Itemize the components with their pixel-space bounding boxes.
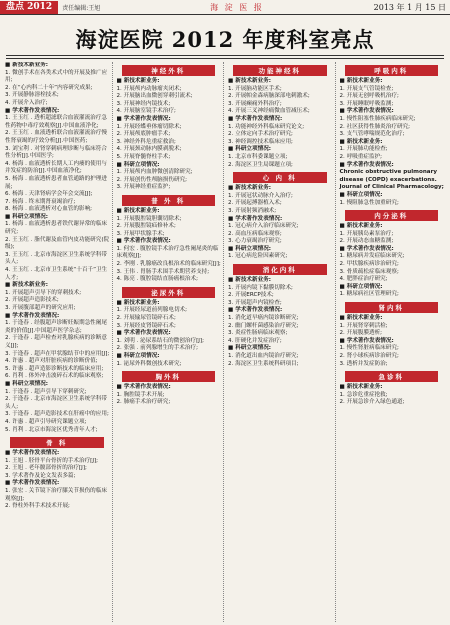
column-3 xyxy=(227,62,336,622)
section-tab: 呼吸内科 xyxy=(345,65,439,76)
editor-credit: 责任编辑:王旭 xyxy=(62,4,101,12)
subsection-heading: ■ 新技术新业务: xyxy=(5,62,49,68)
section-tab: 骨 科 xyxy=(10,437,104,448)
section-tab: 急诊科 xyxy=(345,371,439,382)
list-item: 1. 慢性肾脏病临床研究; xyxy=(339,345,399,352)
list-item: 1. 张宏 . 关节镜下治疗膝关节损伤的临床观察[J]; xyxy=(5,488,107,502)
list-item: 1. 开展内镜下黏膜切除术; xyxy=(228,284,293,291)
list-item: 1. 胸腔镜手术开展; xyxy=(116,391,165,398)
list-item: 1. 于逢春 . 经腹超声诊断妊娠期急性阑尾炎的价值[J].中国超声医学杂志; xyxy=(5,320,107,334)
column-1 xyxy=(4,62,113,622)
list-item: 1. 消化道早癌内镜诊断研究; xyxy=(228,315,299,322)
list-item: 3. 透析并发症防治; xyxy=(339,360,388,367)
list-item: 1. 糖尿病社区管理研究; xyxy=(339,291,399,298)
section-tab: 肾内科 xyxy=(345,302,439,313)
subsection-heading: ■ 新技术新业务: xyxy=(339,78,383,84)
subsection-heading: ■ 新技术新业务: xyxy=(339,138,383,145)
list-item: 2. 开展创伤性颅脑损伤研究; xyxy=(116,176,188,183)
subsection-heading: ■ 学术著作发表情况: xyxy=(5,107,60,114)
subsection-heading: ■ 科研立项情况: xyxy=(228,245,272,252)
list-item: 2. 李刚 . 乳腺癌改良根治术的临床研究[J]; xyxy=(116,261,221,268)
subsection-heading: ■ 科研立项情况: xyxy=(228,345,272,352)
list-item: 2. 张强 . 前列腺增生的手术治疗; xyxy=(116,345,198,352)
subsection-heading: ■ 新技术新业务: xyxy=(339,315,383,322)
list-item: 3. 开展静脉溶栓技术; xyxy=(5,92,59,99)
list-item: 5. 许惠 . 超声造影诊断技术的临床应用; xyxy=(5,365,104,372)
subsection-heading: ■ 新技术新业务: xyxy=(339,384,383,391)
subsection-heading: ■ 新技术新业务: xyxy=(339,223,383,230)
list-item: 2. 海淀区卫生局课题立项; xyxy=(228,161,293,168)
list-item: 3. 王玉红 . 北京市海淀区卫生系统学科带头人; xyxy=(5,251,107,266)
list-item: 2. 开展ERCP技术; xyxy=(228,292,274,299)
list-item: 1. 开展支气管镜检查; xyxy=(339,85,394,92)
list-item: 2. 于逢春 . 北京市海淀区卫生系统学科带头人; xyxy=(5,396,107,410)
list-item: 1. 杨海 . 血液透析患者铁代谢异常的临床研究; xyxy=(5,221,107,236)
subsection-heading: ■ 学术著作发表情况: xyxy=(116,384,171,391)
section-tab: 功能神经科 xyxy=(233,65,327,76)
subsection-heading: ■ 学术著作发表情况: xyxy=(116,115,171,122)
subsection-heading: ■ 学术著作发表情况: xyxy=(339,161,394,168)
headline-rule-2 xyxy=(6,58,444,59)
list-item: 6. 杨海 . 天津肾病学会年会交流[J]; xyxy=(5,191,93,198)
list-item: 2. 甲状腺疾病诊治研究; xyxy=(339,261,399,268)
paper-name: 海 淀 医 报 xyxy=(210,2,264,12)
list-item: 4. 陈亮 . 腹腔镜结直肠癌根治术; xyxy=(116,276,198,283)
subsection-heading: ■ 学术著作发表情况: xyxy=(228,307,283,314)
list-item: 3. 王伟 . 胃肠手术围手术期营养支持; xyxy=(116,268,210,275)
list-item: 1. 消化道出血内镜治疗研究; xyxy=(228,353,299,359)
issue-date: 2013 年 1 月 15 日 xyxy=(373,2,446,12)
column-4 xyxy=(339,62,447,622)
list-item: 2. 海淀区卫生系统科研项目; xyxy=(228,360,299,367)
subsection-heading: ■ 新技术新业务: xyxy=(228,185,272,192)
subsection-heading: ■ 科研立项情况: xyxy=(228,146,272,153)
list-item: 2. 开展腹腔镜疝修补术; xyxy=(116,223,176,230)
list-item: 2. 开展超声造影技术; xyxy=(5,297,59,304)
list-item: 4. 开展三叉神经痛微血管减压术; xyxy=(228,108,310,115)
list-item: 3. 开展睡眠呼吸监测; xyxy=(339,100,394,107)
list-item: 2. 在“心内科二十年”内容研究成果; xyxy=(5,84,93,91)
list-item: 4. 杨海 . 血液透析长期人工内瘘的使用与并发症的防治[J].中国血液净化; xyxy=(5,160,107,175)
list-item: 5. 开展脊髓脊柱手术; xyxy=(116,153,171,160)
section-tab: 胸外科 xyxy=(122,371,216,382)
list-item: 2. 开展无创呼吸机治疗; xyxy=(339,93,399,100)
subsection-heading: ■ 学术著作发表情况: xyxy=(116,238,171,245)
list-item: 1. 开展冠状动脉介入治疗; xyxy=(228,192,293,199)
list-item: 1. 慢性阻塞性肺疾病临床研究; xyxy=(339,115,416,122)
list-item: 2. 开展腹膜透析; xyxy=(339,330,383,337)
list-item: 2. 开展动态血糖监测; xyxy=(339,238,394,245)
list-item: 3. 开展癫痫外科治疗; xyxy=(228,100,282,107)
headline-rule xyxy=(6,55,444,56)
list-item: 3. 于逢春 . 超声造影技术在肝癌中的应用; xyxy=(5,411,109,418)
list-item: 2. 肺癌手术治疗研究; xyxy=(116,399,171,406)
list-item: 4. 许惠 . 超声对肝脏疾病的诊断价值; xyxy=(5,358,98,365)
list-item: 1. 冠心病危险因素研究; xyxy=(228,253,288,260)
list-item: 1. 慢阻肺急性加重研究; xyxy=(339,199,399,206)
subsection-heading: ■ 学术著作发表情况: xyxy=(339,108,394,115)
list-item: 5. 肖利 . 北京市海淀区优秀青年人才; xyxy=(5,426,98,433)
list-item: 3. 开展经皮肾镜碎石术; xyxy=(116,322,176,329)
header-left xyxy=(0,1,100,14)
subsection-heading: ■ 新技术新业务: xyxy=(116,299,160,306)
subsection-heading: ■ 学术著作发表情况: xyxy=(5,312,60,319)
list-item: 2. 开展急诊介入绿色通道; xyxy=(339,399,405,406)
subsection-heading: ■ 学术著作发表情况: xyxy=(116,330,171,337)
subsection-heading: ■ 学术著作发表情况: xyxy=(339,337,394,344)
section-tab: 内分泌科 xyxy=(345,210,439,221)
list-item: 2. 幽门螺杆菌感染治疗研究; xyxy=(228,322,299,329)
section-tab: 普 外 科 xyxy=(122,195,216,206)
subsection-heading: ■ 新技术新业务: xyxy=(116,78,160,84)
section-tab: 心 内 科 xyxy=(233,172,327,183)
list-item: 3. 开展甲状腺手术; xyxy=(116,230,165,237)
header-bar xyxy=(0,0,450,15)
list-item: 3. 开展腹部超声的研究应用; xyxy=(5,305,76,311)
list-item: 3. 支气管哮喘规范化治疗; xyxy=(339,131,405,138)
list-item: 6. 肖利 . 体外冲击波碎石术的临床观察; xyxy=(5,373,104,380)
list-item: 1. 刘明 . 泌尿系结石的微创治疗[J]; xyxy=(116,337,204,344)
section-tab: 泌尿外科 xyxy=(122,287,216,298)
list-item: 5. 杨海 . 血液透析患者血管通路的护理进展; xyxy=(5,175,107,190)
subsection-heading: ■ 科研立项情况: xyxy=(116,161,160,168)
list-item: 1. 开展颅内血肿微创清除研究; xyxy=(116,169,193,176)
list-item: 2. 开展输尿管镜碎石术; xyxy=(116,315,176,322)
list-item: 1. 开展颅内动脉瘤夹闭术; xyxy=(116,85,182,92)
list-item: 2. 脊柱外科手术技术开展; xyxy=(5,503,70,510)
list-item: 4. 开展介入治疗; xyxy=(5,99,48,106)
list-item: 3. 开展超声内镜检查; xyxy=(228,299,282,306)
subsection-heading: ■ 学术著作发表情况: xyxy=(228,115,283,122)
subsection-heading: ■ 学术著作发表情况: xyxy=(5,450,60,457)
subsection-heading: ■ 新技术新业务: xyxy=(5,282,49,289)
article-columns xyxy=(4,62,446,622)
list-item: 3. 开展射频消融术; xyxy=(228,207,277,214)
list-item: 4. 开展脑室镜手术治疗; xyxy=(116,108,176,115)
list-item: 1. 糖尿病并发症临床研究; xyxy=(339,253,405,260)
subsection-heading: ■ 新技术新业务: xyxy=(228,78,272,84)
subsection-heading: ■ 学术著作发表情况: xyxy=(5,480,60,487)
subsection-heading: ■ 科研立项情况: xyxy=(339,283,383,290)
list-item: 2. 高血压病临床观察; xyxy=(228,230,282,237)
list-item: 3. 开展神经重症监护; xyxy=(116,184,171,191)
list-item: 2. 肾小球疾病诊治研究; xyxy=(339,353,399,359)
list-item: 1. 急诊危重症抢救; xyxy=(339,391,388,398)
list-item: 3. 学术著作及论文发表多篇; xyxy=(5,472,76,479)
list-item: 3. 神经调控技术临床应用; xyxy=(228,138,293,145)
section-tab: 神经外科 xyxy=(122,65,216,76)
list-item: 1. 开展超声引导下的穿刺技术; xyxy=(5,289,82,296)
list-item: 3. 刘宝利 . 对肾穿刺病理诊断与临床符合性分析[J].中国医学; xyxy=(5,145,107,160)
section-tab: 消化内科 xyxy=(233,264,327,275)
list-item: 2. 王玉红 . 脂代谢及血管内皮功能研究(院级); xyxy=(5,236,110,251)
subsection-heading: ■ 科研立项情况: xyxy=(5,380,49,387)
list-item: 2. 开展起搏器植入术; xyxy=(228,200,282,207)
subsection-heading: ■ 科研立项情况: xyxy=(339,191,383,198)
subsection-heading: ■ 学术著作发表情况: xyxy=(339,245,394,252)
list-item: 1. 微创手术在各类术式中的开展及推广应用; xyxy=(5,69,108,84)
list-item: 1. 冠心病介入治疗临床研究; xyxy=(228,223,299,230)
list-item: 2. 王旭 . 老年髋部骨折的治疗[J]; xyxy=(5,465,87,472)
list-item: 1. 何宏 . 腹腔镜手术治疗急性阑尾炎的临床观察[J]; xyxy=(116,245,219,260)
list-item: 8. 杨海 . 血液透析对心血管的影响; xyxy=(5,206,93,213)
list-item: 2. 立体定向手术治疗研究; xyxy=(228,131,293,138)
list-item: 4. 肝硬化并发症治疗; xyxy=(228,337,282,344)
list-item: 4. 许惠 . 超声引导研究课题立项; xyxy=(5,418,87,425)
list-item: 1. 王玉红 . 透析超滤联合血液灌流治疗急性药物中毒疗效观察[J].中国血液净化; xyxy=(5,115,107,129)
list-item: 2. 开展颅底肿瘤手术; xyxy=(116,131,171,138)
list-item: 2. 于逢春 . 超声检查对乳腺疾病的诊断意义[J]; xyxy=(5,335,107,349)
list-item: 1. 北京市科委课题立项; xyxy=(228,153,288,160)
list-item: 4. 王玉红 . 北京市卫生系统“十百千”卫生人才; xyxy=(5,267,108,281)
list-item: 1. 开展肺功能检查; xyxy=(339,146,388,153)
list-item: 1. 功能神经外科临床研究论文; xyxy=(228,123,305,130)
list-item: 1. 开展腹腔镜胆囊切除术; xyxy=(116,215,182,222)
page-headline: 海淀医院 2012 年度科室亮点 xyxy=(75,27,375,52)
list-item: 1. 王旭 . 胫骨平台骨折的手术治疗[J]; xyxy=(5,457,99,464)
subsection-heading: ■ 新技术新业务: xyxy=(228,277,272,284)
list-item: 1. 开展脑功能区手术; xyxy=(228,85,282,92)
list-item: 3. 炎症性肠病临床观察; xyxy=(228,330,288,337)
list-item: 2. 呼吸重症监护; xyxy=(339,153,383,160)
list-item: 3. 开展神经内镜技术; xyxy=(116,100,171,107)
list-item: 3. 心力衰竭治疗研究; xyxy=(228,238,282,245)
subsection-heading: ■ 新技术新业务: xyxy=(116,207,160,214)
page-tag: 盘点 2012 xyxy=(0,1,58,14)
list-item: 4. 肥胖症治疗研究; xyxy=(339,276,388,283)
list-item: 3. 骨质疏松症临床观察; xyxy=(339,268,399,275)
list-item: 1. 开展经蝶垂体瘤切除术; xyxy=(116,123,182,130)
list-item: 1. 开展胰岛素泵治疗; xyxy=(339,230,394,237)
list-item: 1. 开展肾穿刺活检; xyxy=(339,322,388,329)
list-item: 3. 神经外科危重症救治; xyxy=(116,138,176,145)
subsection-heading: ■ 学术著作发表情况: xyxy=(228,215,283,222)
list-item: 2. 开展帕金森病脑深部电刺激术; xyxy=(228,93,310,100)
list-item: 1. 泌尿外科微创技术研究; xyxy=(116,360,182,367)
column-2 xyxy=(116,62,225,622)
list-item: 2. 王玉红 . 血液透析联合血液灌流治疗慢性肾衰竭的疗效分析[J].中国医药; xyxy=(5,130,107,144)
list-item: 1. 于逢春 . 超声引导下穿刺研究; xyxy=(5,388,87,395)
list-item: 4. 开展颈动脉内膜剥脱术; xyxy=(116,146,182,153)
list-item: Chronic obstructive pulmonary disease (COPD) exacerbations. Journal of Clinical Pharmacology; xyxy=(339,169,444,191)
list-item: 1. 开展经尿道前列腺电切术; xyxy=(116,307,188,314)
list-item: 2. 社区获得性肺炎治疗研究; xyxy=(339,123,411,130)
subsection-heading: ■ 科研立项情况: xyxy=(5,213,49,220)
list-item: 3. 于逢春 . 超声在甲状腺结节中的应用[J]; xyxy=(5,350,110,357)
list-item: 7. 杨海 . 终末期肾衰竭治疗; xyxy=(5,198,76,205)
subsection-heading: ■ 科研立项情况: xyxy=(116,353,160,359)
list-item: 2. 开展脑出血微创穿刺引流术; xyxy=(116,93,193,100)
